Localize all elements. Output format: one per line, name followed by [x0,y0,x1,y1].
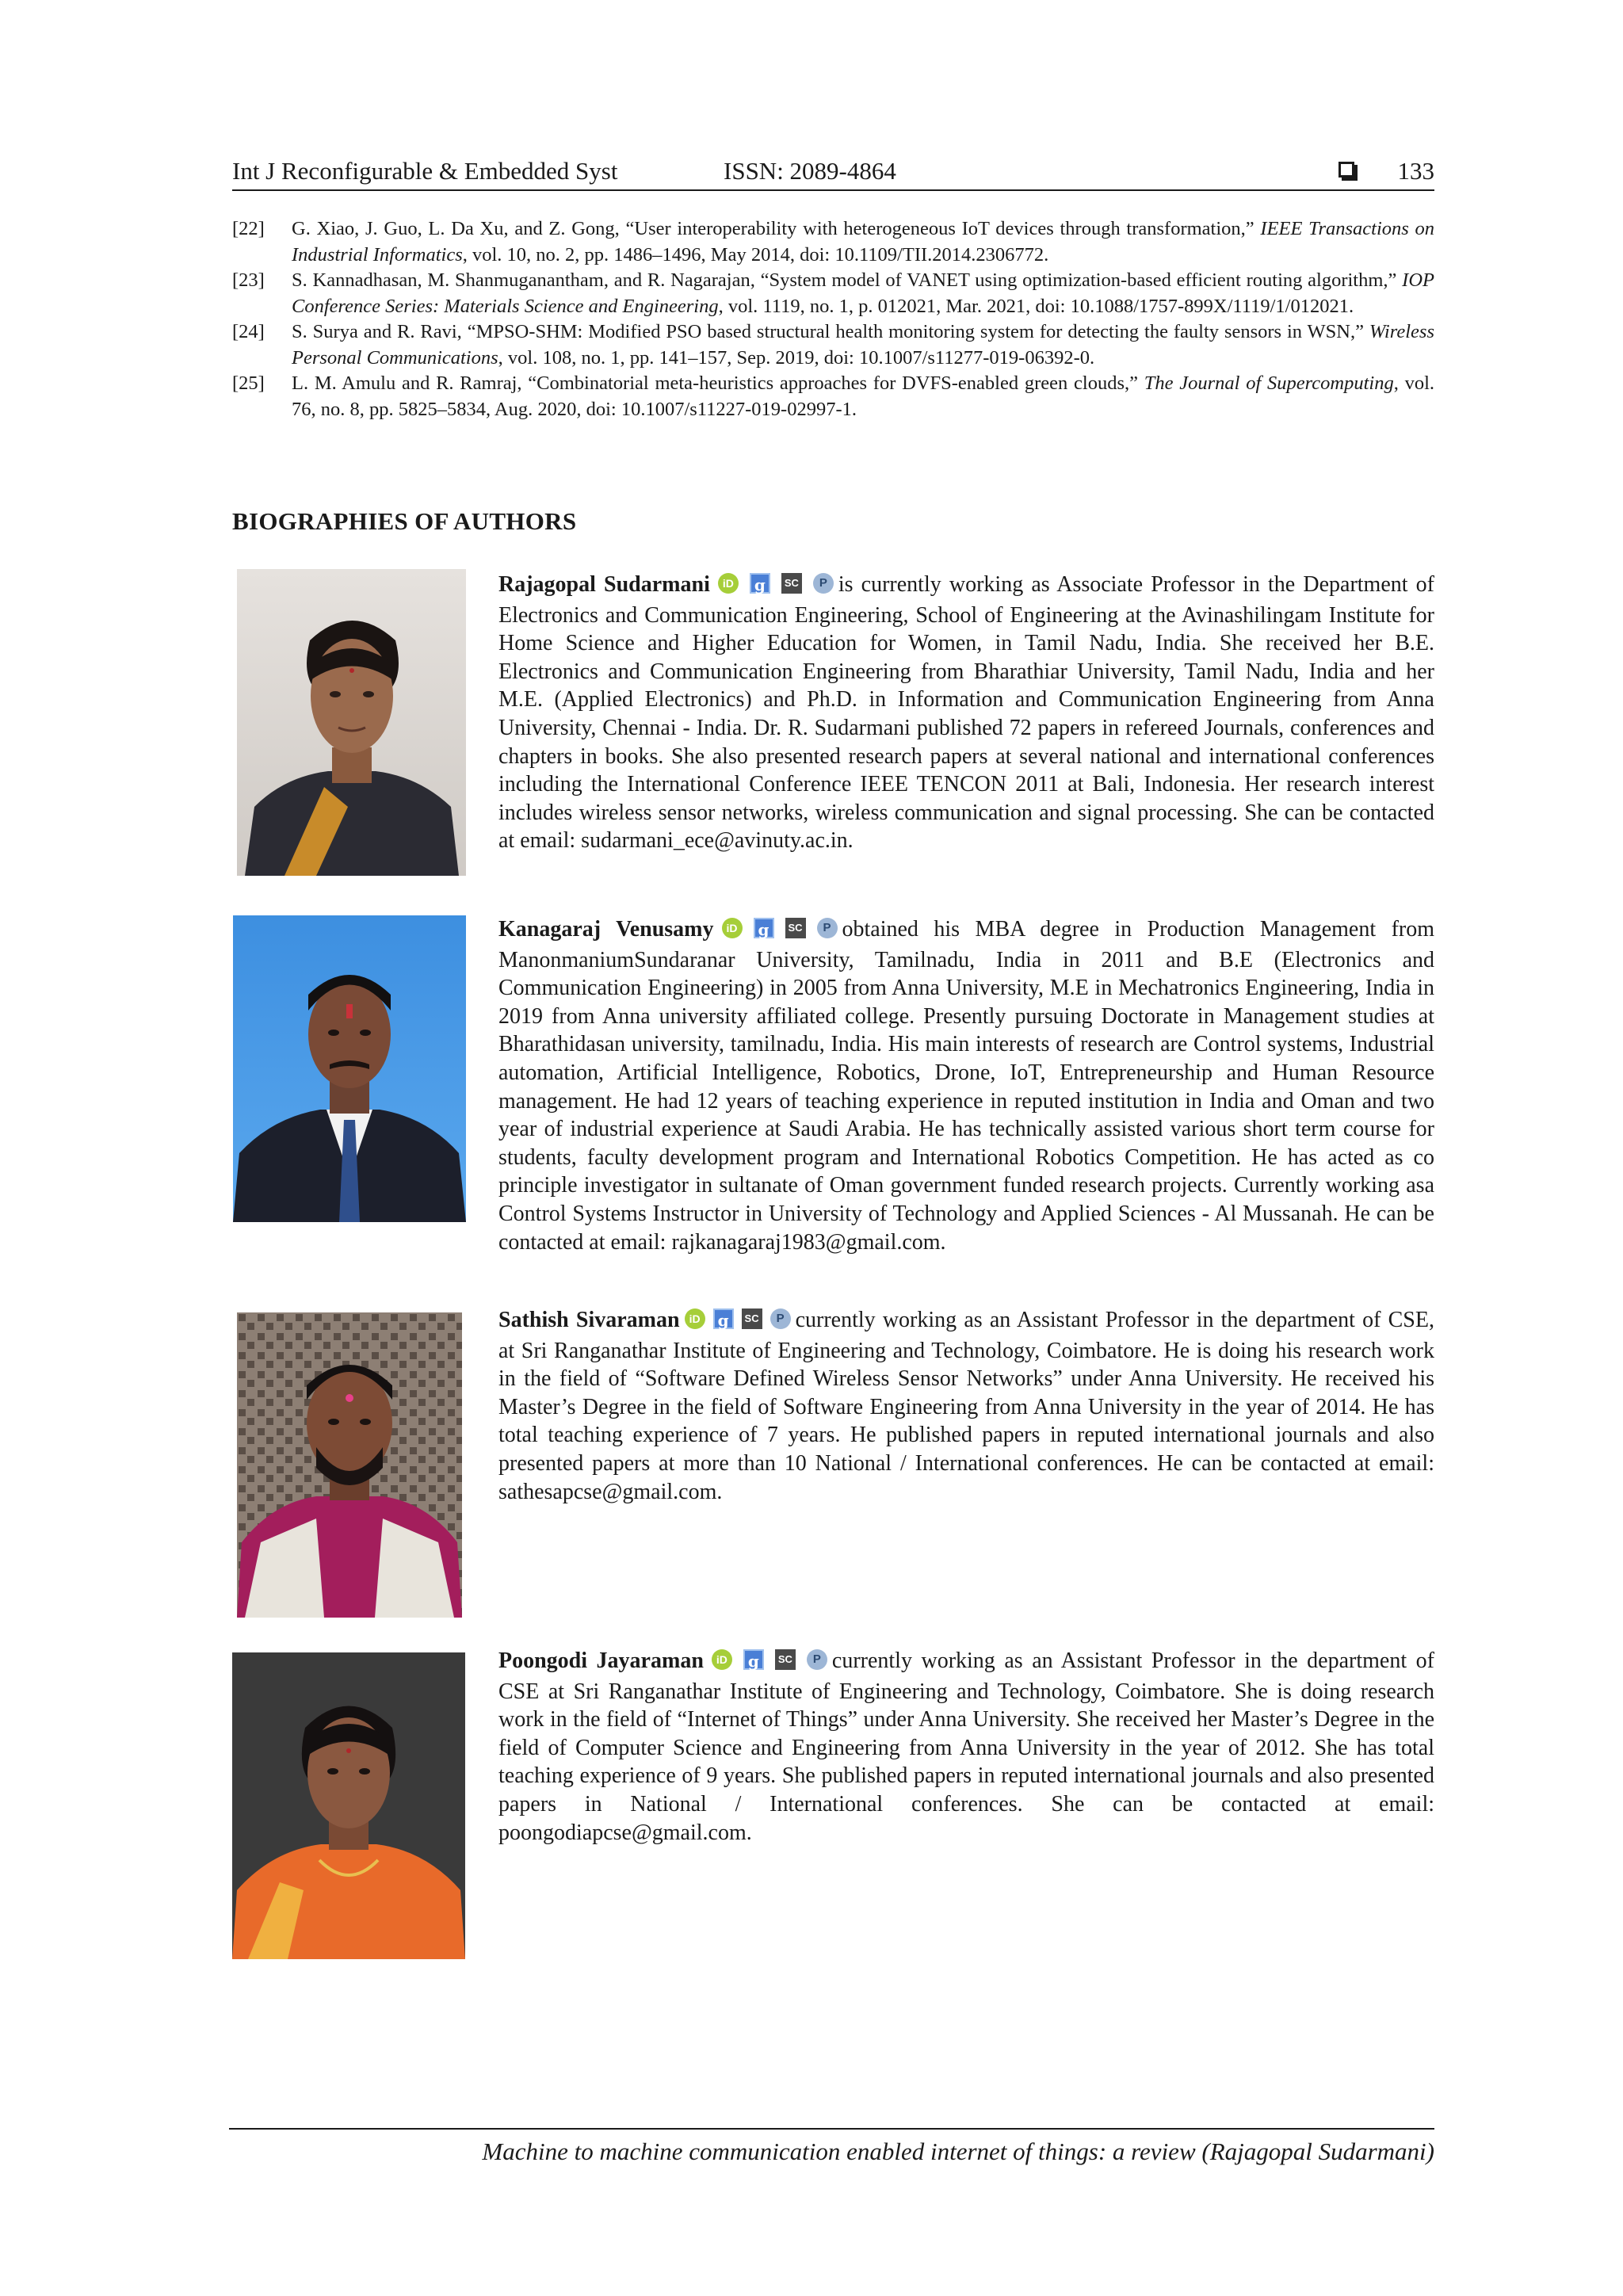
reference-list [232,216,1434,422]
reference-venue: The Journal of Supercomputing [1144,372,1394,394]
orcid-icon[interactable]: iD [685,1308,705,1329]
author-photo [232,1652,465,1959]
profile-icons [712,1649,827,1678]
publons-icon[interactable]: P [813,573,834,594]
author-photo-rajagopal [237,569,466,876]
author-bio-text: obtained his MBA degree in Production Management from ManonmaniumSundaranar University, Tamilnadu, India in 2011 and B.E (Electronics and Communication Engineering) in 2005 from Anna University, M.E in Mechatronics Engineering, India in 2019 from Anna university affiliated college. Presently pursuing Doctorate in Management studies at Bharathidasan university, tamilnadu, India. His main interests of research are Control systems, Industrial automation, Artificial Intelligence, Robotics, Drone, IoT, Entrepreneurship and Human Resource management. He had 12 years of teaching experience in reputed institution in India and Oman and two year of industrial experience at Saudi Arabia. He has technically assisted various short term course for students, faculty development program and International Robotics Competition. He has acted as co principle investigator in sultanate of Oman government funded research projects. Currently working asa Control Systems Instructor in University of Technology and Applied Sciences - Al Mussanah. He can be contacted at email: rajkanagaraj1983@gmail.com. [498,917,1434,1255]
author-name: Kanagaraj Venusamy [498,917,714,942]
header-rule [232,189,1434,191]
reference-item [232,216,1434,268]
reference-details: , vol. 10, no. 2, pp. 1486–1496, May 2014, doi: 10.1109/TII.2014.2306772. [462,243,1049,266]
author-photo-kanagaraj [233,915,466,1222]
author-bio [498,915,1434,1256]
orcid-icon[interactable]: iD [718,573,739,594]
footer-rule [229,2128,1434,2130]
reference-details: , vol. 1119, no. 1, p. 012021, Mar. 2021, doi: 10.1088/1757-899X/1119/1/012021. [718,295,1354,317]
author-photo-sathish [237,1312,462,1618]
profile-icons [685,1308,791,1337]
reference-number: [24] [232,321,265,342]
reference-item [232,268,1434,319]
journal-name: Int J Reconfigurable & Embedded Syst [232,157,618,185]
publons-icon[interactable]: P [807,1649,827,1670]
orcid-icon[interactable]: iD [712,1649,732,1670]
profile-icons [722,918,838,946]
issn: ISSN: 2089-4864 [724,157,896,185]
reference-details: , vol. 76, no. 8, pp. 5825–5834, Aug. 2020, doi: 10.1007/s11227-019-02997-1. [292,372,1435,420]
author-bio [498,1306,1434,1506]
reference-venue: IEEE Transactions on Industrial Informatics [292,218,1435,266]
checkbox-square-icon [1338,162,1354,178]
reference-number: [22] [232,218,265,239]
reference-text: L. M. Amulu and R. Ramraj, “Combinatorial meta-heuristics approaches for DVFS-enabled green clouds,” [292,372,1144,394]
reference-venue: IOP Conference Series: Materials Science and Engineering [292,269,1434,317]
author-name: Rajagopal Sudarmani [498,572,710,597]
reference-venue: Wireless Personal Communications [292,321,1434,369]
reference-details: , vol. 108, no. 1, pp. 141–157, Sep. 2019, doi: 10.1007/s11277-019-06392-0. [498,346,1095,369]
publons-icon[interactable]: P [817,918,838,938]
reference-item [232,371,1434,422]
google-scholar-icon[interactable]: g [743,1649,764,1670]
reference-number: [25] [232,372,265,394]
scopus-icon[interactable]: SC [785,918,806,938]
author-photo [237,569,466,876]
author-photo [237,1312,462,1618]
orcid-icon[interactable]: iD [722,918,743,938]
profile-icons [718,573,834,602]
running-header [232,155,1434,190]
reference-text: S. Surya and R. Ravi, “MPSO-SHM: Modified PSO based structural health monitoring system for detecting the faulty sensors in WSN,” [292,321,1369,342]
running-footer: Machine to machine communication enabled internet of things: a review (Rajagopal Sudarmani) [482,2137,1434,2165]
google-scholar-icon[interactable]: g [754,918,774,938]
author-name: Poongodi Jayaraman [498,1648,704,1673]
page-number: 133 [1397,157,1434,185]
author-bio-text: is currently working as Associate Professor in the Department of Electronics and Communication Engineering, School of Engineering at the Avinashilingam Institute for Home Science and Higher Education for Women, in Tamil Nadu, India. She received her B.E. Electronics and Communication Engineering from Bharathiar University, Tamil Nadu, India and her M.E. (Applied Electronics) and Ph.D. in Information and Communication Engineering from Anna University, Chennai - India. Dr. R. Sudarmani published 72 papers in refereed Journals, conferences and chapters in books. She also presented research papers at several national and international conferences including the International Conference IEEE TENCON 2011 at Bali, Indonesia. Her research interest includes wireless sensor networks, wireless communication and signal processing. She can be contacted at email: sudarmani_ece@avinuty.ac.in. [498,572,1434,854]
section-heading: BIOGRAPHIES OF AUTHORS [232,507,577,535]
reference-number: [23] [232,269,265,291]
author-bio [498,1647,1434,1847]
author-photo [233,915,466,1222]
author-bio-text: currently working as an Assistant Professor in the department of CSE at Sri Ranganathar Institute of Engineering and Technology, Coimbatore. She is doing research work in the field of “Internet of Things” under Anna University. She received her Master’s Degree in the field of Computer Science and Engineering from Anna University in the year of 2012. She has total teaching experience of 9 years. She published papers in reputed international journals and also presented papers in National / International conferences. She can be contacted at email: poongodiapcse@gmail.com. [498,1648,1434,1845]
reference-item [232,319,1434,371]
google-scholar-icon[interactable]: g [750,573,770,594]
reference-text: S. Kannadhasan, M. Shanmuganantham, and R. Nagarajan, “System model of VANET using optimization-based efficient routing algorithm,” [292,269,1403,291]
author-photo-poongodi [232,1652,465,1959]
author-bio-text: currently working as an Assistant Professor in the department of CSE, at Sri Ranganathar Institute of Engineering and Technology, Coimbatore. He is doing his research work in the field of “Software Defined Wireless Sensor Networks” under Anna University. He received his Master’s Degree in the field of Software Engineering from Anna University in the year of 2014. He has total teaching experience of 7 years. He published papers in reputed international journals and also presented papers at more than 10 National / International conferences. He can be contacted at email: sathesapcse@gmail.com. [498,1308,1434,1504]
author-name: Sathish Sivaraman [498,1308,680,1332]
author-bio [498,571,1434,855]
reference-text: G. Xiao, J. Guo, L. Da Xu, and Z. Gong, “User interoperability with heterogeneous IoT devices through transformation,” [292,218,1261,239]
publons-icon[interactable]: P [770,1308,791,1329]
scopus-icon[interactable]: SC [742,1308,762,1329]
scopus-icon[interactable]: SC [775,1649,796,1670]
scopus-icon[interactable]: SC [781,573,802,594]
google-scholar-icon[interactable]: g [713,1308,734,1329]
